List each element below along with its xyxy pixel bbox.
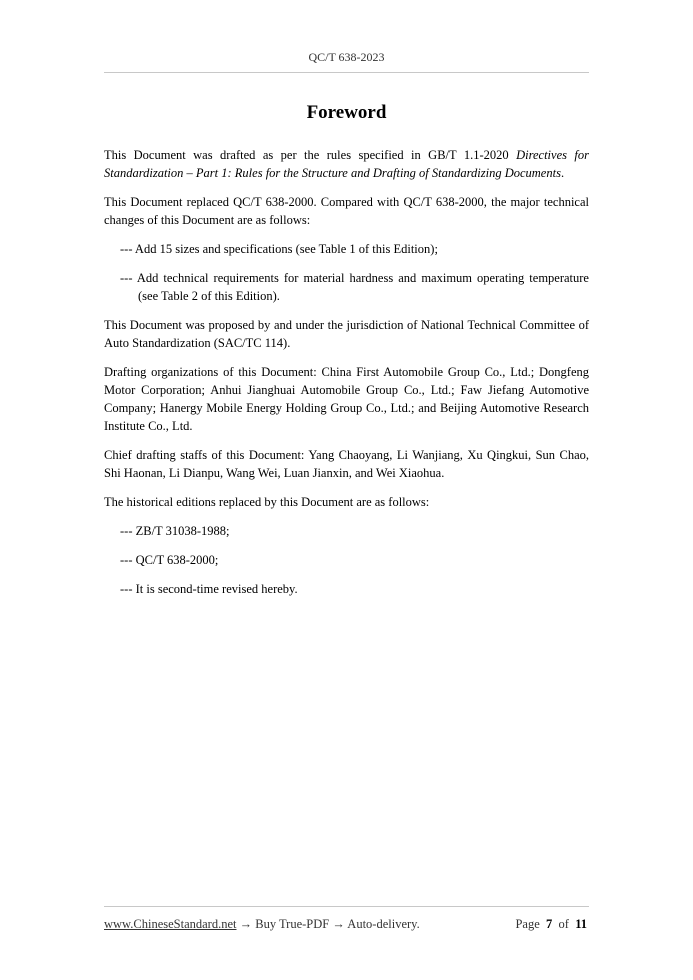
footer-promo — [104, 917, 420, 932]
page-label: Page — [515, 917, 540, 931]
paragraph-drafting-staff: Chief drafting staffs of this Document: Yang Chaoyang, Li Wanjiang, Xu Qingkui, Sun Chao, Shi Haonan, Li Dianpu, Wang Wei, Luan Jianxin, and Wei Xiaohua. — [104, 448, 589, 480]
current-page: 7 — [546, 917, 553, 931]
list-item: --- Add 15 sizes and specifications (see Table 1 of this Edition); — [120, 242, 438, 256]
paragraph-drafting-organizations: Drafting organizations of this Document: China First Automobile Group Co., Ltd.; Dongfeng Motor Corporation; Anhui Jianghuai Automobile Group Co., Ltd.; Faw Jiefang Automotive Company; Hanergy Mobile Energy Holding Group Co., Ltd.; and Beijing Automotive Research Institute Co., Ltd. — [104, 365, 589, 433]
italic-document-title: Directives for Standardization – Part 1: Rules for the Structure and Drafting of Standardizing Documents — [104, 148, 589, 180]
list-item: --- ZB/T 31038-1988; — [120, 524, 230, 538]
running-header: QC/T 638-2023 — [308, 50, 385, 64]
paragraph-drafting-rules — [104, 146, 589, 182]
list-item: --- Add technical requirements for material hardness and maximum operating temperature (see Table 2 of this Edition). — [120, 271, 589, 303]
paragraph-jurisdiction: This Document was proposed by and under the jurisdiction of National Technical Committee of Auto Standardization (SAC/TC 114). — [104, 318, 589, 350]
paragraph-text: This Document was drafted as per the rules specified in GB/T 1.1-2020 — [104, 148, 517, 162]
document-body — [104, 146, 589, 609]
footer-tagline: → Buy True-PDF → Auto-delivery. — [236, 917, 420, 931]
page-of-label: of — [558, 917, 569, 931]
page-number — [515, 917, 587, 932]
page-title: Foreword — [306, 102, 387, 123]
total-pages: 11 — [575, 917, 587, 931]
list-item: --- It is second-time revised hereby. — [120, 582, 298, 596]
footer-divider — [104, 906, 589, 907]
paragraph-historical-editions: The historical editions replaced by this Document are as follows: — [104, 495, 430, 509]
list-item: --- QC/T 638-2000; — [120, 553, 219, 567]
paragraph-replaced: This Document replaced QC/T 638-2000. Compared with QC/T 638-2000, the major technical changes of this Document are as follows: — [104, 195, 589, 227]
paragraph-text: . — [560, 166, 565, 180]
header-divider — [104, 72, 589, 73]
site-link[interactable]: www.ChineseStandard.net — [104, 917, 237, 931]
